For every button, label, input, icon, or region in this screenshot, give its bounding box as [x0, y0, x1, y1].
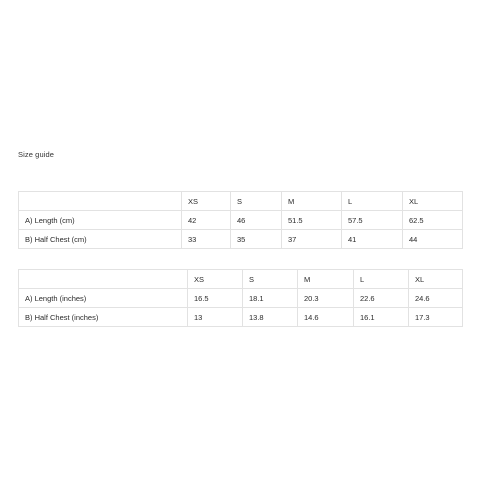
table-cell: 42: [182, 211, 231, 230]
table-cell: 62.5: [403, 211, 463, 230]
row-label: A) Length (cm): [19, 211, 182, 230]
table-cell: 46: [231, 211, 282, 230]
header-cell-m: M: [282, 192, 342, 211]
table-row: [19, 211, 463, 230]
table-cell: 51.5: [282, 211, 342, 230]
table-cell: 22.6: [354, 289, 409, 308]
table-row: [19, 289, 463, 308]
header-cell-empty: [19, 192, 182, 211]
header-cell-l: L: [342, 192, 403, 211]
row-label: B) Half Chest (inches): [19, 308, 188, 327]
table-cell: 13: [188, 308, 243, 327]
table-cell: 16.5: [188, 289, 243, 308]
table-cell: 57.5: [342, 211, 403, 230]
row-label: A) Length (inches): [19, 289, 188, 308]
table-row: [19, 308, 463, 327]
header-cell-xl: XL: [409, 270, 463, 289]
table-header-row: [19, 270, 463, 289]
table-cell: 13.8: [243, 308, 298, 327]
table-cell: 18.1: [243, 289, 298, 308]
table-cell: 33: [182, 230, 231, 249]
size-table-cm: [18, 191, 463, 249]
table-cell: 35: [231, 230, 282, 249]
header-cell-l: L: [354, 270, 409, 289]
table-cell: 14.6: [298, 308, 354, 327]
table-cell: 20.3: [298, 289, 354, 308]
table-cell: 17.3: [409, 308, 463, 327]
table-cell: 24.6: [409, 289, 463, 308]
header-cell-xl: XL: [403, 192, 463, 211]
header-cell-xs: XS: [182, 192, 231, 211]
header-cell-m: M: [298, 270, 354, 289]
header-cell-s: S: [243, 270, 298, 289]
table-cell: 16.1: [354, 308, 409, 327]
size-guide-title: Size guide: [18, 150, 55, 159]
table-cell: 41: [342, 230, 403, 249]
table-row: [19, 230, 463, 249]
header-cell-empty: [19, 270, 188, 289]
table-cell: 44: [403, 230, 463, 249]
row-label: B) Half Chest (cm): [19, 230, 182, 249]
table-header-row: [19, 192, 463, 211]
header-cell-s: S: [231, 192, 282, 211]
size-table-inches: [18, 269, 463, 327]
header-cell-xs: XS: [188, 270, 243, 289]
table-cell: 37: [282, 230, 342, 249]
